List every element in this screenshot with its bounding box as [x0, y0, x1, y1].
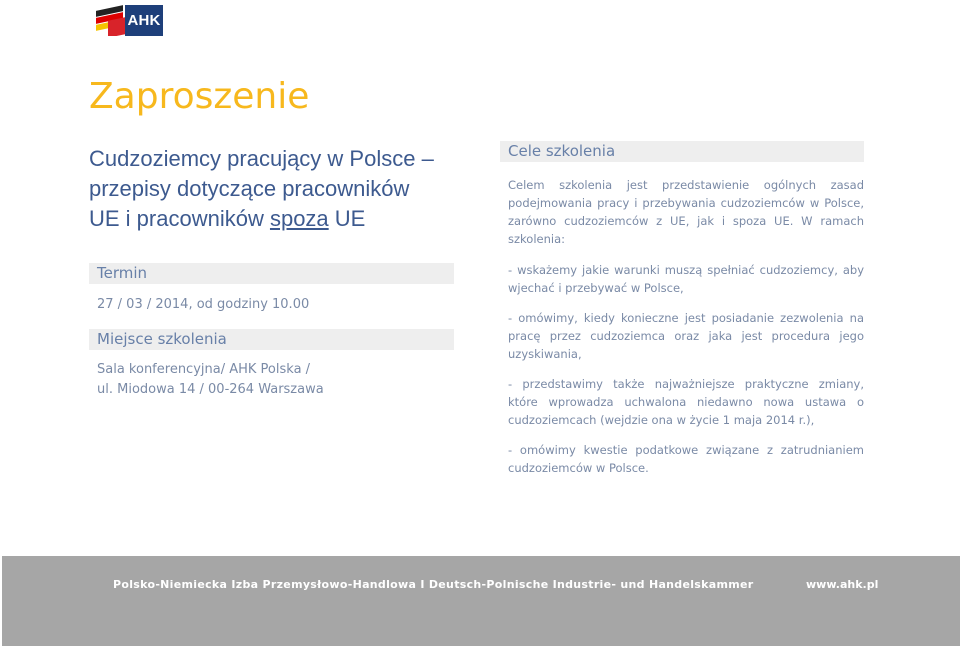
logo-text: AHK: [127, 12, 161, 29]
termin-heading: Termin: [89, 263, 454, 284]
miejsce-line-1: Sala konferencyjna/ AHK Polska /: [97, 362, 311, 377]
subtitle-underlined-word: spoza: [269, 206, 329, 231]
subtitle-line-3-suffix: UE: [328, 206, 366, 231]
termin-value: 27 / 03 / 2014, od godziny 10.00: [97, 297, 310, 312]
subtitle-line-2: przepisy dotyczące pracowników: [89, 176, 410, 201]
cele-intro: Celem szkolenia jest przedstawienie ogólnych zasad podejmowania pracy i przebywania cudzoziemców w Polsce, zarówno cudzoziemców z UE, jak i spoza UE. W ramach szkolenia:: [508, 178, 864, 246]
miejsce-heading: Miejsce szkolenia: [89, 329, 454, 350]
cele-heading: Cele szkolenia: [500, 141, 864, 162]
list-item: - wskażemy jakie warunki muszą spełniać cudzoziemcy, aby wjechać i przebywać w Polsce,: [508, 263, 864, 295]
flag-icon: [94, 5, 125, 36]
miejsce-line-2: ul. Miodowa 14 / 00-264 Warszawa: [97, 382, 324, 397]
footer-website-link[interactable]: www.ahk.pl: [806, 578, 879, 591]
footer: [0, 556, 960, 646]
subtitle-line-3-prefix: UE i pracowników: [89, 206, 270, 231]
footer-organization: Polsko-Niemiecka Izba Przemysłowo-Handlowa I Deutsch-Polnische Industrie- und Handelskammer: [113, 578, 754, 591]
cele-content: [508, 176, 864, 489]
subtitle-line-1: Cudzoziemcy pracujący w Polsce –: [89, 146, 434, 171]
list-item: - omówimy, kiedy konieczne jest posiadanie zezwolenia na pracę przez cudzoziemca oraz jaka jest procedura jego uzyskiwania,: [508, 311, 864, 361]
footer-divider: [0, 556, 2, 646]
list-item: - omówimy kwestie podatkowe związane z zatrudnianiem cudzoziemców w Polsce.: [508, 443, 864, 475]
page-title: Zaproszenie: [89, 76, 310, 117]
list-item: - przedstawimy także najważniejsze praktyczne zmiany, które wprowadza uchwalona niedawno nowa ustawa o cudzoziemcach (wejdzie ona w życie 1 maja 2014 r.),: [508, 377, 864, 427]
ahk-logo: [94, 5, 163, 36]
page-subtitle: [89, 144, 469, 234]
cele-list: [508, 261, 864, 477]
